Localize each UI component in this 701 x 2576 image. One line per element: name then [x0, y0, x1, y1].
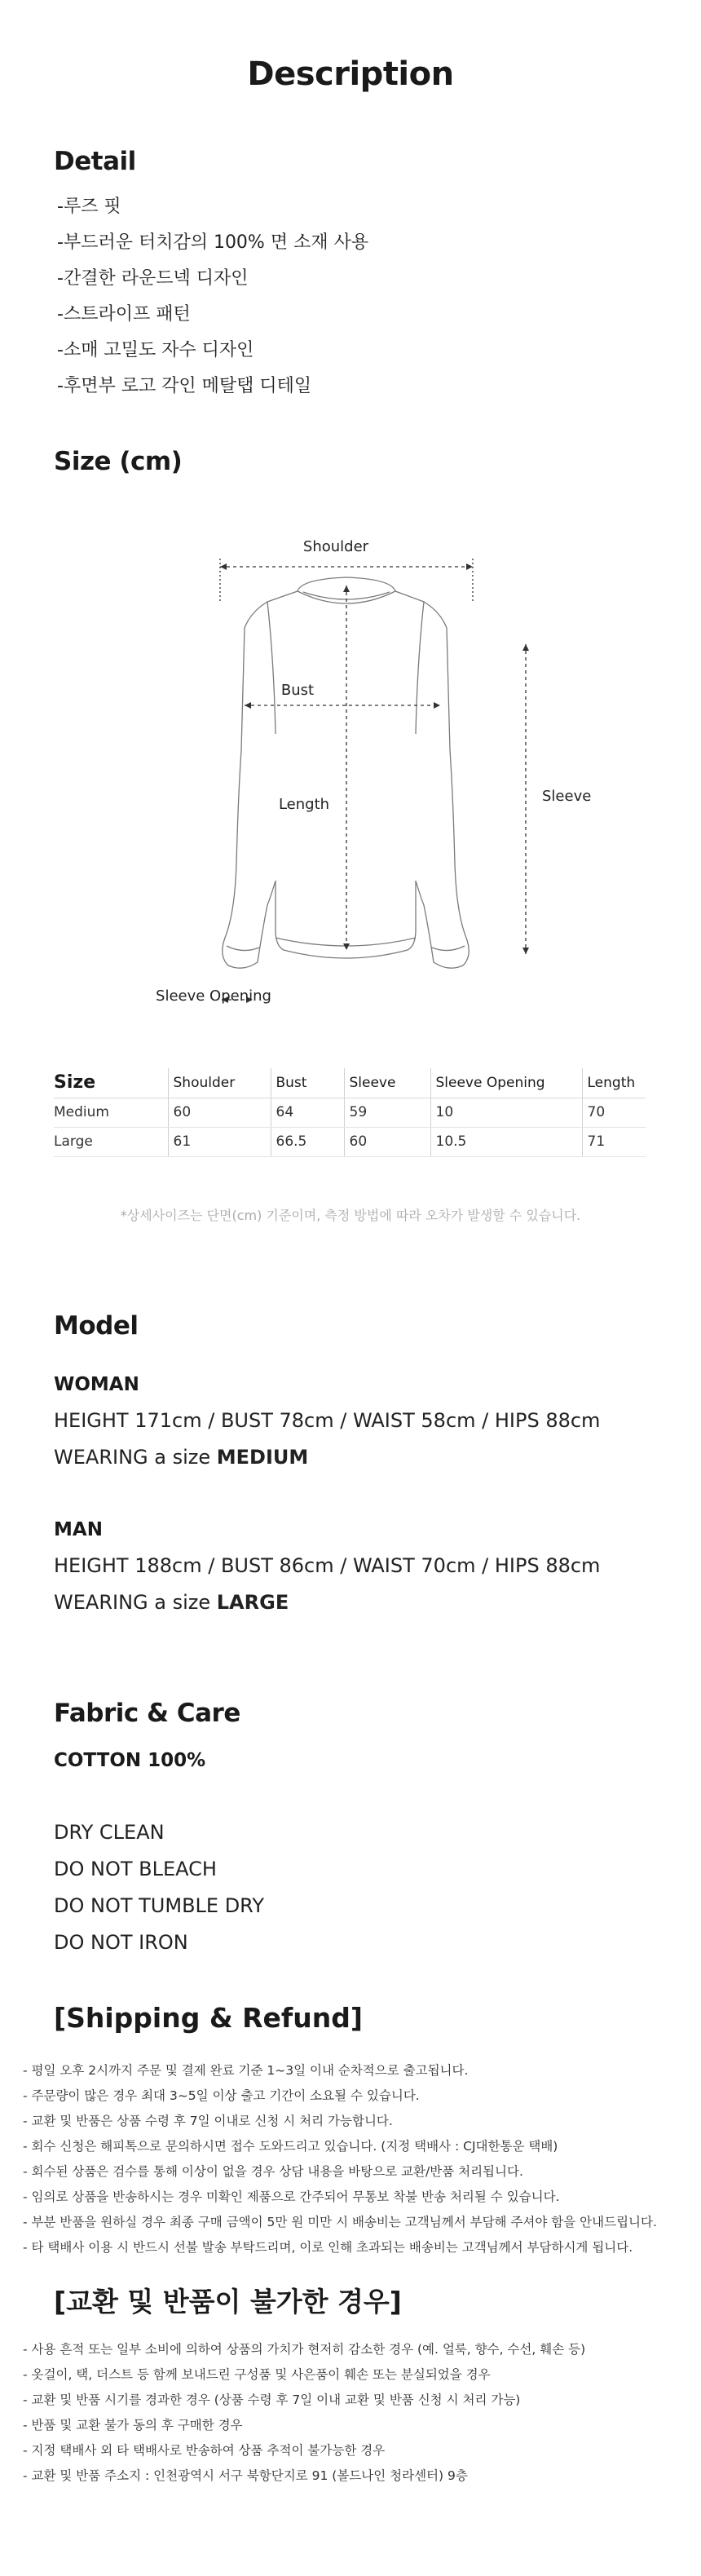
- detail-item: -간결한 라운드넥 디자인: [57, 268, 249, 289]
- sleeve-label: Sleeve: [542, 788, 592, 805]
- table-row: [54, 1127, 646, 1156]
- model-heading: Model: [54, 1311, 139, 1341]
- table-cell: 10.5: [430, 1127, 582, 1156]
- table-cell: 59: [344, 1098, 430, 1127]
- shipping-list: [23, 2058, 657, 2260]
- detail-list: [57, 189, 368, 404]
- table-cell: 10: [430, 1098, 582, 1127]
- table-cell: 61: [168, 1127, 271, 1156]
- table-header: Shoulder: [168, 1068, 271, 1098]
- detail-item: -스트라이프 패턴: [57, 304, 191, 325]
- bust-label: Bust: [280, 682, 315, 699]
- fabric-heading: Fabric & Care: [54, 1699, 240, 1728]
- list-item: - 지정 택배사 외 타 택배사로 반송하여 상품 추적이 불가능한 경우: [23, 2443, 386, 2458]
- care-item: DRY CLEAN: [54, 1821, 165, 1844]
- wearing-prefix: WEARING a size: [54, 1446, 211, 1469]
- fabric-composition: COTTON 100%: [54, 1750, 206, 1771]
- table-cell: 70: [582, 1098, 646, 1127]
- list-item: - 교환 및 반품 주소지 : 인천광역시 서구 북항단지로 91 (볼드나인 청라센터) 9층: [23, 2468, 468, 2483]
- list-item: - 교환 및 반품은 상품 수령 후 7일 이내로 신청 시 처리 가능합니다.: [23, 2114, 393, 2128]
- list-item: - 옷걸이, 택, 더스트 등 함께 보내드린 구성품 및 사은품이 훼손 또는 분실되었을 경우: [23, 2367, 491, 2382]
- table-cell: 66.5: [271, 1127, 344, 1156]
- shipping-heading: [Shipping & Refund]: [54, 2002, 363, 2034]
- table-cell: Medium: [54, 1098, 168, 1127]
- list-item: - 타 택배사 이용 시 반드시 선불 발송 부탁드리며, 이로 인해 초과되는 배송비는 고객님께서 부담하시게 됩니다.: [23, 2240, 633, 2255]
- woman-measurements: HEIGHT 171cm / BUST 78cm / WAIST 58cm / HIPS 88cm: [54, 1409, 601, 1432]
- table-header: Size: [54, 1068, 168, 1098]
- shoulder-label: Shoulder: [302, 538, 369, 555]
- list-item: - 반품 및 교환 불가 동의 후 구매한 경우: [23, 2418, 243, 2432]
- table-cell: 60: [344, 1127, 430, 1156]
- size-heading: Size (cm): [54, 447, 183, 476]
- table-cell: 71: [582, 1127, 646, 1156]
- list-item: - 회수 신청은 해피톡으로 문의하시면 접수 도와드리고 있습니다. (지정 택배사 : CJ대한통운 택배): [23, 2139, 558, 2154]
- sweater-outline: [223, 577, 469, 968]
- man-wearing: [54, 1591, 289, 1614]
- list-item: - 평일 오후 2시까지 주문 및 결제 완료 기준 1~3일 이내 순차적으로 출고됩니다.: [23, 2063, 469, 2078]
- table-header: Sleeve: [344, 1068, 430, 1098]
- detail-item: -루즈 핏: [57, 197, 121, 217]
- care-item: DO NOT IRON: [54, 1931, 188, 1954]
- length-label: Length: [278, 796, 330, 813]
- no-return-heading: [교환 및 반품이 불가한 경우]: [54, 2286, 402, 2318]
- wearing-size: LARGE: [216, 1591, 289, 1614]
- size-table: [54, 1068, 646, 1157]
- size-note: *상세사이즈는 단면(cm) 기준이며, 측정 방법에 따라 오차가 발생할 수 있습니다.: [120, 1208, 581, 1223]
- woman-wearing: [54, 1446, 308, 1469]
- sleeve-opening-label: Sleeve Opening: [156, 988, 271, 1005]
- wearing-prefix: WEARING a size: [54, 1591, 211, 1614]
- detail-item: -부드러운 터치감의 100% 면 소재 사용: [57, 232, 369, 253]
- table-cell: Large: [54, 1127, 168, 1156]
- list-item: - 교환 및 반품 시기를 경과한 경우 (상품 수령 후 7일 이내 교환 및 반품 신청 시 처리 가능): [23, 2393, 521, 2407]
- care-item: DO NOT TUMBLE DRY: [54, 1894, 264, 1917]
- wearing-size: MEDIUM: [216, 1446, 309, 1469]
- no-return-list: [23, 2337, 585, 2489]
- list-item: - 회수된 상품은 검수를 통해 이상이 없을 경우 상담 내용을 바탕으로 교환/반품 처리됩니다.: [23, 2164, 523, 2179]
- man-measurements: HEIGHT 188cm / BUST 86cm / WAIST 70cm / HIPS 88cm: [54, 1554, 601, 1577]
- care-item: DO NOT BLEACH: [54, 1858, 217, 1880]
- detail-heading: Detail: [54, 147, 136, 176]
- detail-item: -소매 고밀도 자수 디자인: [57, 340, 254, 360]
- table-header: Bust: [271, 1068, 344, 1098]
- table-cell: 64: [271, 1098, 344, 1127]
- list-item: - 부분 반품을 원하실 경우 최종 구매 금액이 5만 원 미만 시 배송비는 고객님께서 부담해 주셔야 함을 안내드립니다.: [23, 2215, 657, 2229]
- table-header: Length: [582, 1068, 646, 1098]
- table-cell: 60: [168, 1098, 271, 1127]
- measure-arrows: [220, 563, 529, 1003]
- detail-item: -후면부 로고 각인 메탈탭 디테일: [57, 376, 312, 396]
- table-row: [54, 1098, 646, 1127]
- table-header: Sleeve Opening: [430, 1068, 582, 1098]
- man-label: MAN: [54, 1519, 103, 1540]
- list-item: - 주문량이 많은 경우 최대 3~5일 이상 출고 기간이 소요될 수 있습니다.: [23, 2088, 420, 2103]
- size-diagram: [147, 522, 592, 1011]
- table-header-row: [54, 1068, 646, 1098]
- page-title: Description: [247, 55, 454, 93]
- woman-label: WOMAN: [54, 1374, 139, 1395]
- measure-lines: [220, 559, 526, 1000]
- list-item: - 사용 흔적 또는 일부 소비에 의하여 상품의 가치가 현저히 감소한 경우 (예. 얼룩, 향수, 수선, 훼손 등): [23, 2342, 586, 2357]
- list-item: - 임의로 상품을 반송하시는 경우 미확인 제품으로 간주되어 무통보 착불 반송 처리될 수 있습니다.: [23, 2189, 560, 2204]
